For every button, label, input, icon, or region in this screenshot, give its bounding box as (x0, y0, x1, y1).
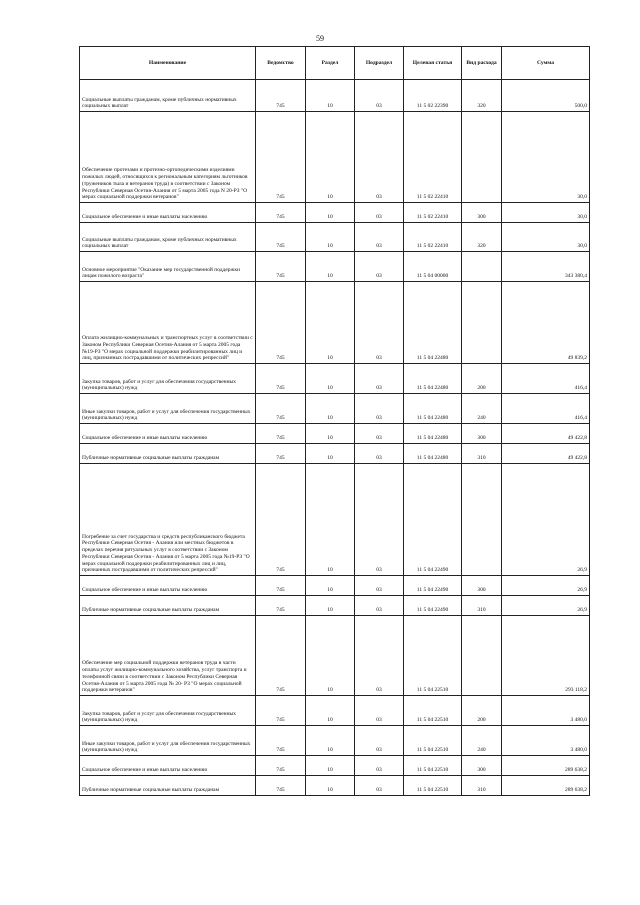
row-name-cell: Закупка товаров, работ и услуг для обеспечения государственных (муниципальных) нужд (80, 364, 256, 394)
row-subsection-cell: 03 (355, 282, 404, 364)
row-target-article-cell: 11 5 04 22510 (404, 696, 462, 726)
row-department-cell: 745 (256, 726, 306, 756)
row-department-cell: 745 (256, 203, 306, 223)
row-sum-cell: 30,0 (502, 112, 590, 203)
row-subsection-cell: 03 (355, 464, 404, 576)
row-target-article-cell: 11 5 04 22510 (404, 776, 462, 796)
row-subsection-cell: 03 (355, 576, 404, 596)
row-sum-cell: 293 118,2 (502, 616, 590, 696)
row-section-cell: 10 (306, 364, 355, 394)
row-department-cell: 745 (256, 223, 306, 252)
row-name-cell: Закупка товаров, работ и услуг для обеспечения государственных (муниципальных) нужд (80, 696, 256, 726)
column-header-department: Ведомство (256, 47, 306, 80)
row-sum-cell: 49 422,8 (502, 444, 590, 464)
row-expense-type-cell: 300 (462, 203, 502, 223)
row-expense-type-cell (462, 282, 502, 364)
row-subsection-cell: 03 (355, 252, 404, 282)
row-sum-cell: 3 480,0 (502, 726, 590, 756)
table-row (80, 394, 590, 424)
row-department-cell: 745 (256, 756, 306, 776)
row-expense-type-cell: 300 (462, 424, 502, 444)
row-department-cell: 745 (256, 464, 306, 576)
row-section-cell: 10 (306, 394, 355, 424)
table-row (80, 444, 590, 464)
row-sum-cell: 26,9 (502, 576, 590, 596)
row-expense-type-cell (462, 464, 502, 576)
row-section-cell: 10 (306, 776, 355, 796)
row-sum-cell: 30,0 (502, 203, 590, 223)
row-name-cell: Социальное обеспечение и иные выплаты населению (80, 203, 256, 223)
row-expense-type-cell: 310 (462, 444, 502, 464)
row-department-cell: 745 (256, 394, 306, 424)
row-expense-type-cell (462, 252, 502, 282)
row-sum-cell: 49 839,2 (502, 282, 590, 364)
row-subsection-cell: 03 (355, 756, 404, 776)
row-section-cell: 10 (306, 252, 355, 282)
row-section-cell: 10 (306, 726, 355, 756)
row-subsection-cell: 03 (355, 394, 404, 424)
row-department-cell: 745 (256, 576, 306, 596)
row-name-cell: Публичные нормативные социальные выплаты гражданам (80, 596, 256, 616)
row-name-cell: Социальное обеспечение и иные выплаты населению (80, 424, 256, 444)
table-row (80, 252, 590, 282)
table-row (80, 424, 590, 444)
row-subsection-cell: 03 (355, 596, 404, 616)
row-section-cell: 10 (306, 203, 355, 223)
row-section-cell: 10 (306, 282, 355, 364)
row-target-article-cell: 11 5 04 00000 (404, 252, 462, 282)
table-row (80, 112, 590, 203)
row-department-cell: 745 (256, 364, 306, 394)
table-row (80, 80, 590, 112)
row-section-cell: 10 (306, 112, 355, 203)
row-name-cell: Социальное обеспечение и иные выплаты населению (80, 756, 256, 776)
row-name-cell: Обеспечение протезами и протезно-ортопедическими изделиями пожилых людей, относящихся к региональным категориям льготников (тружеников тыла и ветеранов труда) в соответствии с Законом Республики Северная Осетия-Алания от 5 марта 2005 года N 20-РЗ "О мерах социальной поддержки ветеранов" (80, 112, 256, 203)
row-department-cell: 745 (256, 112, 306, 203)
column-header-target-article: Целевая статья (404, 47, 462, 80)
row-department-cell: 745 (256, 252, 306, 282)
row-subsection-cell: 03 (355, 424, 404, 444)
row-sum-cell: 26,9 (502, 464, 590, 576)
row-department-cell: 745 (256, 696, 306, 726)
row-sum-cell: 289 638,2 (502, 756, 590, 776)
row-sum-cell: 26,9 (502, 596, 590, 616)
row-department-cell: 745 (256, 616, 306, 696)
row-section-cell: 10 (306, 756, 355, 776)
column-header-subsection: Подраздел (355, 47, 404, 80)
row-expense-type-cell: 200 (462, 364, 502, 394)
row-target-article-cell: 11 5 02 22410 (404, 112, 462, 203)
row-section-cell: 10 (306, 696, 355, 726)
column-header-expense-type: Вид расхода (462, 47, 502, 80)
table-row (80, 756, 590, 776)
table-row (80, 364, 590, 394)
row-target-article-cell: 11 5 04 22510 (404, 726, 462, 756)
table-row (80, 576, 590, 596)
row-name-cell: Социальное обеспечение и иные выплаты населению (80, 576, 256, 596)
row-department-cell: 745 (256, 282, 306, 364)
page-number: 59 (316, 34, 324, 43)
row-expense-type-cell: 300 (462, 576, 502, 596)
row-target-article-cell: 11 5 04 22510 (404, 756, 462, 776)
row-subsection-cell: 03 (355, 726, 404, 756)
table-row (80, 696, 590, 726)
row-department-cell: 745 (256, 444, 306, 464)
row-section-cell: 10 (306, 80, 355, 112)
row-sum-cell: 500,0 (502, 80, 590, 112)
row-subsection-cell: 03 (355, 444, 404, 464)
row-subsection-cell: 03 (355, 696, 404, 726)
row-subsection-cell: 03 (355, 223, 404, 252)
table-row (80, 596, 590, 616)
row-expense-type-cell: 310 (462, 776, 502, 796)
row-target-article-cell: 11 5 04 22510 (404, 616, 462, 696)
table-row (80, 464, 590, 576)
table-row (80, 776, 590, 796)
row-expense-type-cell (462, 616, 502, 696)
row-subsection-cell: 03 (355, 80, 404, 112)
row-target-article-cell: 11 5 04 22490 (404, 464, 462, 576)
row-sum-cell: 3 480,0 (502, 696, 590, 726)
row-subsection-cell: 03 (355, 616, 404, 696)
row-name-cell: Иные закупки товаров, работ и услуг для обеспечения государственных (муниципальных) нужд (80, 726, 256, 756)
table-header-row (80, 47, 590, 80)
row-target-article-cell: 11 5 04 22480 (404, 444, 462, 464)
budget-table (79, 46, 590, 796)
row-target-article-cell: 11 5 04 22490 (404, 596, 462, 616)
row-expense-type-cell: 320 (462, 223, 502, 252)
table-row (80, 726, 590, 756)
row-sum-cell: 289 638,2 (502, 776, 590, 796)
row-name-cell: Социальные выплаты гражданам, кроме публичных нормативных социальных выплат (80, 80, 256, 112)
row-target-article-cell: 11 5 04 22480 (404, 282, 462, 364)
row-section-cell: 10 (306, 444, 355, 464)
row-expense-type-cell: 300 (462, 756, 502, 776)
row-department-cell: 745 (256, 424, 306, 444)
row-name-cell: Публичные нормативные социальные выплаты гражданам (80, 776, 256, 796)
row-section-cell: 10 (306, 576, 355, 596)
row-expense-type-cell: 310 (462, 596, 502, 616)
row-name-cell: Обеспечение мер социальной поддержки ветеранов труда в части оплаты услуг жилищно-коммунального хозяйства, услуг транспорта и телефонной связи в соответствии с Законом Республики Северная Осетия-Алания от 5 марта 2005 года № 20- РЗ "О мерах социальной поддержки ветеранов" (80, 616, 256, 696)
row-subsection-cell: 03 (355, 112, 404, 203)
table-row (80, 203, 590, 223)
row-department-cell: 745 (256, 776, 306, 796)
row-target-article-cell: 11 5 02 22410 (404, 203, 462, 223)
table-row (80, 616, 590, 696)
row-expense-type-cell (462, 112, 502, 203)
row-section-cell: 10 (306, 616, 355, 696)
table-row (80, 223, 590, 252)
row-name-cell: Основное мероприятие "Оказание мер государственной поддержки лицам пожилого возраста" (80, 252, 256, 282)
row-sum-cell: 30,0 (502, 223, 590, 252)
column-header-section: Раздел (306, 47, 355, 80)
row-sum-cell: 343 380,4 (502, 252, 590, 282)
row-name-cell: Погребение за счет государства и средств республиканского бюджета Республики Северная Осетия - Алания или местных бюджетов в пределах перечня ритуальных услуг в соответствии с Законом Республики Северная Осетия - Алания от 5 марта 2005 года №19-РЗ "О мерах социальной поддержки реабилитированных лиц и лиц, признанных пострадавшими от политических репрессий" (80, 464, 256, 576)
row-sum-cell: 416,4 (502, 364, 590, 394)
row-subsection-cell: 03 (355, 776, 404, 796)
row-section-cell: 10 (306, 464, 355, 576)
row-target-article-cell: 11 5 04 22480 (404, 364, 462, 394)
row-section-cell: 10 (306, 596, 355, 616)
row-subsection-cell: 03 (355, 364, 404, 394)
row-target-article-cell: 11 5 04 22490 (404, 576, 462, 596)
row-department-cell: 745 (256, 596, 306, 616)
row-target-article-cell: 11 5 04 22480 (404, 424, 462, 444)
row-name-cell: Оплата жилищно-коммунальных и транспортных услуг в соответствии с Законом Республики Северная Осетия-Алания от 5 марта 2005 года №19-РЗ "О мерах социальной поддержки реабилитированных лиц и лиц, признанных пострадавшими от политических репрессий" (80, 282, 256, 364)
row-subsection-cell: 03 (355, 203, 404, 223)
row-section-cell: 10 (306, 223, 355, 252)
row-department-cell: 745 (256, 80, 306, 112)
row-section-cell: 10 (306, 424, 355, 444)
table-row (80, 282, 590, 364)
row-target-article-cell: 11 5 04 22480 (404, 394, 462, 424)
table-body (80, 80, 590, 796)
row-target-article-cell: 11 5 02 22390 (404, 80, 462, 112)
row-expense-type-cell: 240 (462, 726, 502, 756)
row-target-article-cell: 11 5 02 22410 (404, 223, 462, 252)
column-header-sum: Сумма (502, 47, 590, 80)
row-expense-type-cell: 240 (462, 394, 502, 424)
column-header-name: Наименование (80, 47, 256, 80)
row-name-cell: Иные закупки товаров, работ и услуг для обеспечения государственных (муниципальных) нужд (80, 394, 256, 424)
row-sum-cell: 416,4 (502, 394, 590, 424)
row-expense-type-cell: 320 (462, 80, 502, 112)
row-name-cell: Публичные нормативные социальные выплаты гражданам (80, 444, 256, 464)
row-expense-type-cell: 200 (462, 696, 502, 726)
row-sum-cell: 49 422,8 (502, 424, 590, 444)
row-name-cell: Социальные выплаты гражданам, кроме публичных нормативных социальных выплат (80, 223, 256, 252)
